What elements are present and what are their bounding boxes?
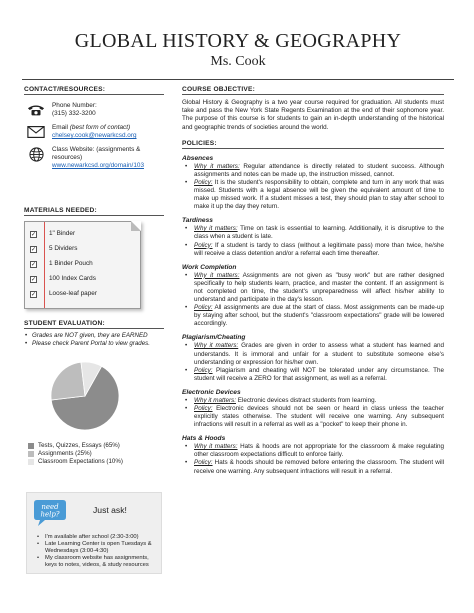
material-label: Loose-leaf paper [49,290,97,297]
policy-bullet [182,304,444,328]
objective-text: Global History & Geography is a two year course required for graduation. All students must take and pass the New York State Regents Examination at the end of their sophomore year. The purpose of this course is for students to gain an in-depth understanding of the historical and geographic trends of societies around the world. [182,99,444,131]
website-label: Class Website: (assignments & resources) [52,146,141,161]
email-row [24,124,164,140]
policy-bullet [182,179,444,211]
material-item [30,230,75,238]
policy-bullet [182,242,444,258]
evaluation-section [24,320,164,465]
policy-tardiness [182,217,444,257]
policy-absences [182,155,444,212]
email-label-line [52,124,164,132]
material-label: 1" Binder [49,230,76,237]
bubble-text: need [41,503,59,511]
why-bullet [182,443,444,459]
notepad-corner [131,221,141,231]
globe-icon [29,147,44,162]
policy-title: Plagiarism/Cheating [182,334,246,342]
why-bullet [182,397,444,405]
policy-label: Policy: [194,304,213,312]
email-link[interactable]: chelsey.cook@newarkcsd.org [52,132,137,139]
page-title: GLOBAL HISTORY & GEOGRAPHY [74,30,402,52]
contact-heading: CONTACT/RESOURCES: [24,86,164,95]
pie-slice [51,362,85,400]
help-item: • I'm available after school (2:30-3:00) [33,534,157,541]
policies-heading: POLICIES: [182,140,444,149]
help-item: • Late Learning Center is open Tuesdays & Wednesdays (3:00-4:30) [33,541,157,555]
why-bullet [182,342,444,366]
policy-label: Policy: [194,241,213,249]
legend-label: Assignments (25%) [38,450,92,457]
right-column [182,86,444,476]
policy-title: Tardiness [182,217,213,225]
legend-item [28,450,123,458]
policy-title: Hats & Hoods [182,435,226,443]
policy-plagiarism [182,334,444,382]
material-item [30,245,77,253]
pie-legend [28,442,123,466]
policy-text: All assignments are due at the start of class. Most assignments can be made-up by staying after school, but the student's "classroom expectations" grade will be lowered accordingly. [194,304,444,328]
checkbox-icon: ✓ [31,277,37,283]
legend-swatch-2 [28,459,34,465]
just-ask-title: Just ask! [93,505,127,515]
legend-label: Classroom Expectations (10%) [38,458,123,465]
objective-heading: COURSE OBJECTIVE: [182,86,444,95]
policy-label: Policy: [194,179,213,186]
evaluation-notes [24,332,164,348]
help-list [33,534,157,569]
policy-title: Absences [182,154,214,162]
why-bullet [182,272,444,304]
policy-work-completion [182,264,444,329]
why-label: Why it matters: [194,162,240,170]
material-label: 1 Binder Pouch [49,260,93,267]
checkbox-icon: ✓ [31,262,37,268]
materials-heading: MATERIALS NEEDED: [24,207,164,216]
why-bullet [182,163,444,179]
materials-section [24,207,164,309]
speech-bubble-icon [33,499,67,527]
header-divider [22,79,454,80]
why-text: Hats & hoods are not appropriate for the classroom & make regulating other classroom expectations difficult to enforce fairly. [194,443,445,459]
policy-title: Electronic Devices [182,388,241,396]
legend-item [28,458,123,466]
teacher-name: Ms. Cook [210,54,266,69]
evaluation-note: • Grades are NOT given, they are EARNED [24,332,164,340]
policy-label: Policy: [194,366,213,374]
bubble-text: help? [40,510,60,519]
phone-number[interactable]: (315) 332-3200 [52,110,96,117]
material-item [30,290,97,298]
phone-row [24,102,164,118]
why-text: Assignments are not given as "busy work" but are rather designed specifically to help students learn, practice, and master the content. If an assignment is not completed on time, the student's unpreparedness will affect his/her ability to understand and participate in the day's lesson. [194,271,445,304]
policy-text: If a student is tardy to class (without a legitimate pass) more than twice, he/she will receive a class detention and/or a referral each time thereafter. [194,241,445,257]
website-row [24,146,164,170]
policy-text: It is the student's responsibility to obtain, complete and turn in any work that was missed. Students with a legal absence will be given the equivalent amount of time to make up missed work. If a student misses a test, they should plan to stay after school to make it up the day they return. [194,179,445,211]
why-label: Why it matters: [194,271,240,279]
policy-text: Electronic devices should not be seen or heard in class unless the teacher explicitly states otherwise. The student will receive one warning. Any subsequent infractions will result in a referral as well as a "pocket" to keep their phone in. [194,404,445,429]
policy-bullet [182,459,444,475]
legend-label: Tests, Quizzes, Essays (65%) [38,442,120,449]
why-text: Grades are given in order to assess what a student has learned and understands. It is immoral and unfair for a student to substitute someone else's understanding or expression for his/her own. [194,342,445,366]
why-bullet [182,225,444,241]
phone-label: Phone Number: [52,102,97,109]
why-label: Why it matters: [194,396,236,404]
legend-swatch-0 [28,443,34,449]
grading-pie-chart [49,360,121,432]
why-text: Electronic devices distract students from learning. [237,396,377,404]
policy-hats-hoods [182,435,444,475]
policy-label: Policy: [194,404,213,412]
checkbox-icon: ✓ [31,232,37,238]
material-item [30,275,96,283]
material-item [30,260,93,268]
why-text: Regular attendance is directly related to student success. Although assignments and notes can be made up, the instruction missed, cannot. [194,162,445,178]
policy-bullet [182,367,444,383]
checkbox-icon: ✓ [31,292,37,298]
material-label: 5 Dividers [49,245,78,252]
policy-title: Work Completion [182,263,237,271]
why-label: Why it matters: [194,443,238,451]
materials-notepad [24,221,141,309]
help-box [26,492,162,574]
email-note: (best form of contact) [69,124,131,131]
why-label: Why it matters: [194,342,239,350]
policy-label: Policy: [194,459,213,467]
policy-electronic-devices [182,389,444,429]
material-label: 100 Index Cards [49,275,96,282]
policy-bullet [182,405,444,429]
evaluation-heading: STUDENT EVALUATION: [24,320,164,329]
website-link[interactable]: www.newarkcsd.org/domain/103 [52,162,144,169]
envelope-icon [27,125,45,139]
evaluation-note: • Please check Parent Portal to view grades. [24,340,164,348]
contact-section [24,86,164,170]
page-header [22,30,454,82]
help-item: • My classroom website has assignments, keys to notes, videos, & study resources [33,555,157,569]
legend-swatch-1 [28,451,34,457]
checkbox-icon: ✓ [31,247,37,253]
policy-text: Plagiarism and cheating will NOT be tolerated under any circumstance. The student will receive a ZERO for that assignment, as well as a referral. [194,366,444,382]
why-text: Time on task is essential to learning. Additionally, it is disruptive to the class when a student is late. [194,225,444,241]
legend-item [28,442,123,450]
email-label: Email [52,124,68,131]
phone-icon [27,103,45,117]
why-label: Why it matters: [194,225,238,233]
policy-text: Hats & hoods should be removed before entering the classroom. The student will receive one warning. Any subsequent infractions will result in a referral. [194,459,444,475]
